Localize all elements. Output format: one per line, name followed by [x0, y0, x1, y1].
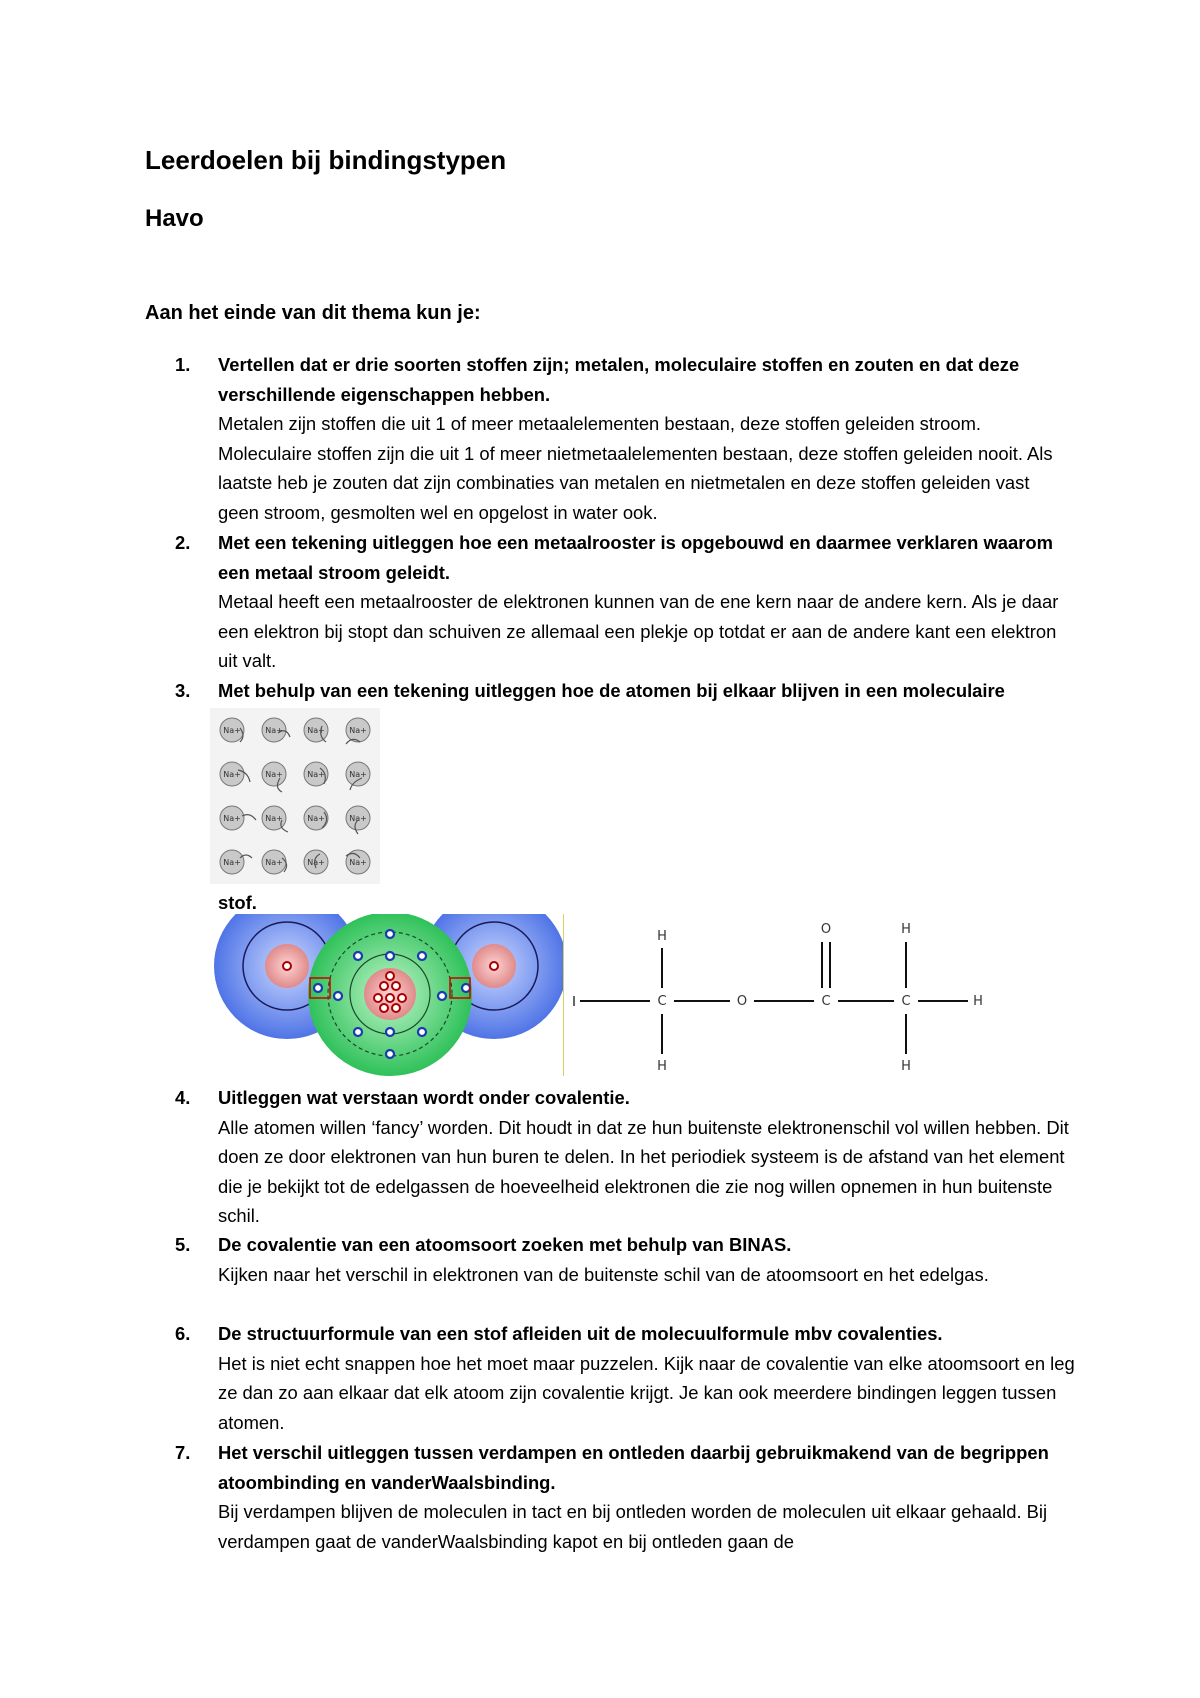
ion-label: Na+ — [265, 770, 283, 779]
item-body: Metaal heeft een metaalrooster de elektronen kunnen van de ene kern naar de andere kern. Als je daar een elektron bij stopt dan schuiven ze allemaal een plekje op totdat er aan de andere kant een elektron uit valt. — [218, 591, 1059, 672]
ion-label: Na+ — [223, 814, 241, 823]
ion-label: Na+ — [223, 726, 241, 735]
atom-label: O — [820, 922, 832, 937]
ion-label: Na+ — [349, 770, 367, 779]
list-item — [175, 1438, 1075, 1556]
list-item — [175, 528, 1075, 676]
ion-label: Na+ — [349, 814, 367, 823]
list-item — [175, 1230, 1075, 1289]
atom-label: H — [901, 922, 911, 937]
ion-label: Na+ — [223, 858, 241, 867]
item-title: Met behulp van een tekening uitleggen hoe de atomen bij elkaar blijven in een moleculaire — [218, 680, 1005, 701]
list-item — [175, 1083, 1075, 1231]
item-number: 7. — [175, 1442, 191, 1463]
list-item — [175, 350, 1075, 528]
item-title: Het verschil uitleggen tussen verdampen en ontleden daarbij gebruikmakend van de begrippen atoombinding en vanderWaalsbinding. — [218, 1442, 1049, 1493]
item-title: Uitleggen wat verstaan wordt onder covalentie. — [218, 1087, 630, 1108]
atom-label: C — [901, 994, 911, 1009]
ion-label: Na+ — [265, 726, 283, 735]
ion-label: Na+ — [265, 858, 283, 867]
list-item — [175, 676, 1075, 706]
item-title-end: stof. — [218, 892, 257, 913]
item-body: Kijken naar het verschil in elektronen van de buitenste schil van de atoomsoort en het edelgas. — [218, 1263, 989, 1285]
ion-label: Na+ — [349, 726, 367, 735]
page-subtitle: Havo — [145, 205, 204, 232]
item-number: 1. — [175, 354, 191, 375]
atom-label: H — [657, 929, 667, 944]
intro-text: Aan het einde van dit thema kun je: — [145, 302, 481, 324]
metal-lattice-image — [210, 708, 380, 884]
item-number: 6. — [175, 1323, 191, 1344]
ion-label: Na+ — [307, 814, 325, 823]
ion-label: Na+ — [307, 858, 325, 867]
ion-label: Na+ — [307, 770, 325, 779]
item-number: 2. — [175, 532, 191, 553]
atom-label: H — [901, 1059, 911, 1074]
ion-label: Na+ — [265, 814, 283, 823]
item-body: Bij verdampen blijven de moleculen in tact en bij ontleden worden de moleculen uit elkaar gehaald. Bij verdampen gaat de vanderWaalsbinding kapot en bij ontleden gaan de — [218, 1501, 1048, 1552]
item-title: Vertellen dat er drie soorten stoffen zijn; metalen, moleculaire stoffen en zouten en dat deze verschillende eigenschappen hebben. — [218, 354, 1020, 405]
covalent-bond-diagram — [214, 914, 564, 1076]
structural-formula — [566, 918, 1000, 1076]
ion-label: Na+ — [349, 858, 367, 867]
item-number: 4. — [175, 1087, 191, 1108]
atom-label: O — [736, 994, 748, 1009]
item-title: De covalentie van een atoomsoort zoeken met behulp van BINAS. — [218, 1234, 792, 1255]
atom-label: C — [821, 994, 831, 1009]
ion-label: Na+ — [223, 770, 241, 779]
item-title: De structuurformule van een stof afleiden uit de molecuulformule mbv covalenties. — [218, 1323, 943, 1344]
ion-label: Na+ — [307, 726, 325, 735]
item-body: Metalen zijn stoffen die uit 1 of meer metaalelementen bestaan, deze stoffen geleiden stroom. Moleculaire stoffen zijn die uit 1 of meer nietmetaalelementen bestaan, deze stoffen geleiden nooit. Als laatste heb je zouten dat zijn combinaties van metalen en nietmetalen en deze stoffen geleiden vast geen stroom, gesmolten wel en opgelost in water ook. — [218, 413, 1053, 523]
list-item — [175, 1319, 1075, 1437]
page-title: Leerdoelen bij bindingstypen — [145, 145, 507, 175]
item-title: Met een tekening uitleggen hoe een metaalrooster is opgebouwd en daarmee verklaren waarom een metaal stroom geleidt. — [218, 532, 1053, 583]
item-body: Alle atomen willen ‘fancy’ worden. Dit houdt in dat ze hun buitenste elektronenschil vol willen hebben. Dit doen ze door elektronen van hun buren te delen. In het periodiek systeem is de afstand van het element die je bekijkt tot de edelgassen de hoeveelheid elektronen die zie nog willen opnemen in hun buitenste schil. — [218, 1116, 1069, 1227]
item-number: 3. — [175, 680, 191, 701]
atom-label: C — [657, 994, 667, 1009]
atom-label: H — [973, 994, 983, 1009]
item-body: Het is niet echt snappen hoe het moet maar puzzelen. Kijk naar de covalentie van elke atoomsoort en leg ze dan zo aan elkaar dat elk atoom zijn covalentie krijgt. Je kan ook meerdere bindingen leggen tussen atomen. — [218, 1352, 1075, 1433]
item-number: 5. — [175, 1234, 191, 1255]
atom-label: H — [657, 1059, 667, 1074]
